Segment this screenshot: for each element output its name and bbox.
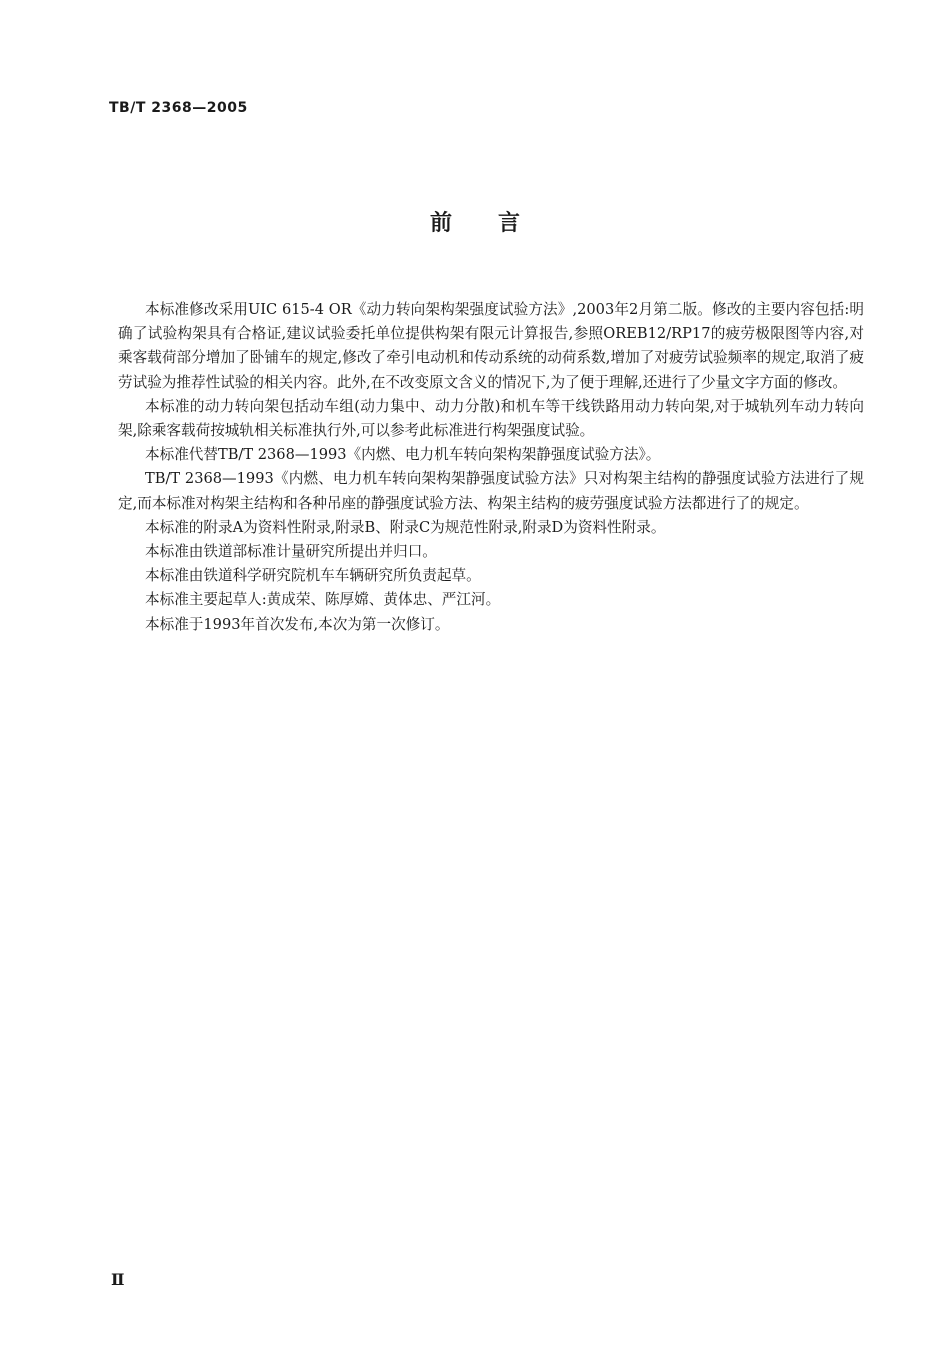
paragraph-8: 本标准主要起草人:黄成荣、陈厚嫦、黄体忠、严江河。 [145,591,501,609]
paragraph-1: 本标准修改采用UIC 615-4 OR《动力转向架构架强度试验方法》,2003年2月第二版。修改的主要内容包括:明确了试验构架具有合格证,建议试验委托单位提供构架有限元计算报告,参照OREB12/RP17的疲劳极限图等内容,对乘客载荷部分增加了卧铺车的规定,修改了牵引电动机和传动系统的动荷系数,增加了对疲劳试验频率的规定,取消了疲劳试验为推荐性试验的相关内容。此外,在不改变原文含义的情况下,为了便于理解,还进行了少量文字方面的修改。 [118,301,864,391]
foreword-body [118,298,864,637]
page-number: Ⅱ [111,1270,125,1289]
paragraph-4: TB/T 2368—1993《内燃、电力机车转向架构架静强度试验方法》只对构架主结构的静强度试验方法进行了规定,而本标准对构架主结构和各种吊座的静强度试验方法、构架主结构的疲劳强度试验方法都进行了的规定。 [118,470,864,512]
standard-code-header: TB/T 2368—2005 [109,100,248,116]
paragraph-6: 本标准由铁道部标准计量研究所提出并归口。 [145,543,437,561]
section-title: 前言 [429,211,566,236]
paragraph-9: 本标准于1993年首次发布,本次为第一次修订。 [145,615,450,633]
paragraph-7: 本标准由铁道科学研究院机车车辆研究所负责起草。 [145,567,481,585]
paragraph-5: 本标准的附录A为资料性附录,附录B、附录C为规范性附录,附录D为资料性附录。 [145,518,666,536]
paragraph-3: 本标准代替TB/T 2368—1993《内燃、电力机车转向架构架静强度试验方法》。 [145,446,661,464]
paragraph-2: 本标准的动力转向架包括动车组(动力集中、动力分散)和机车等干线铁路用动力转向架,对于城轨列车动力转向架,除乘客载荷按城轨相关标准执行外,可以参考此标准进行构架强度试验。 [118,397,864,440]
